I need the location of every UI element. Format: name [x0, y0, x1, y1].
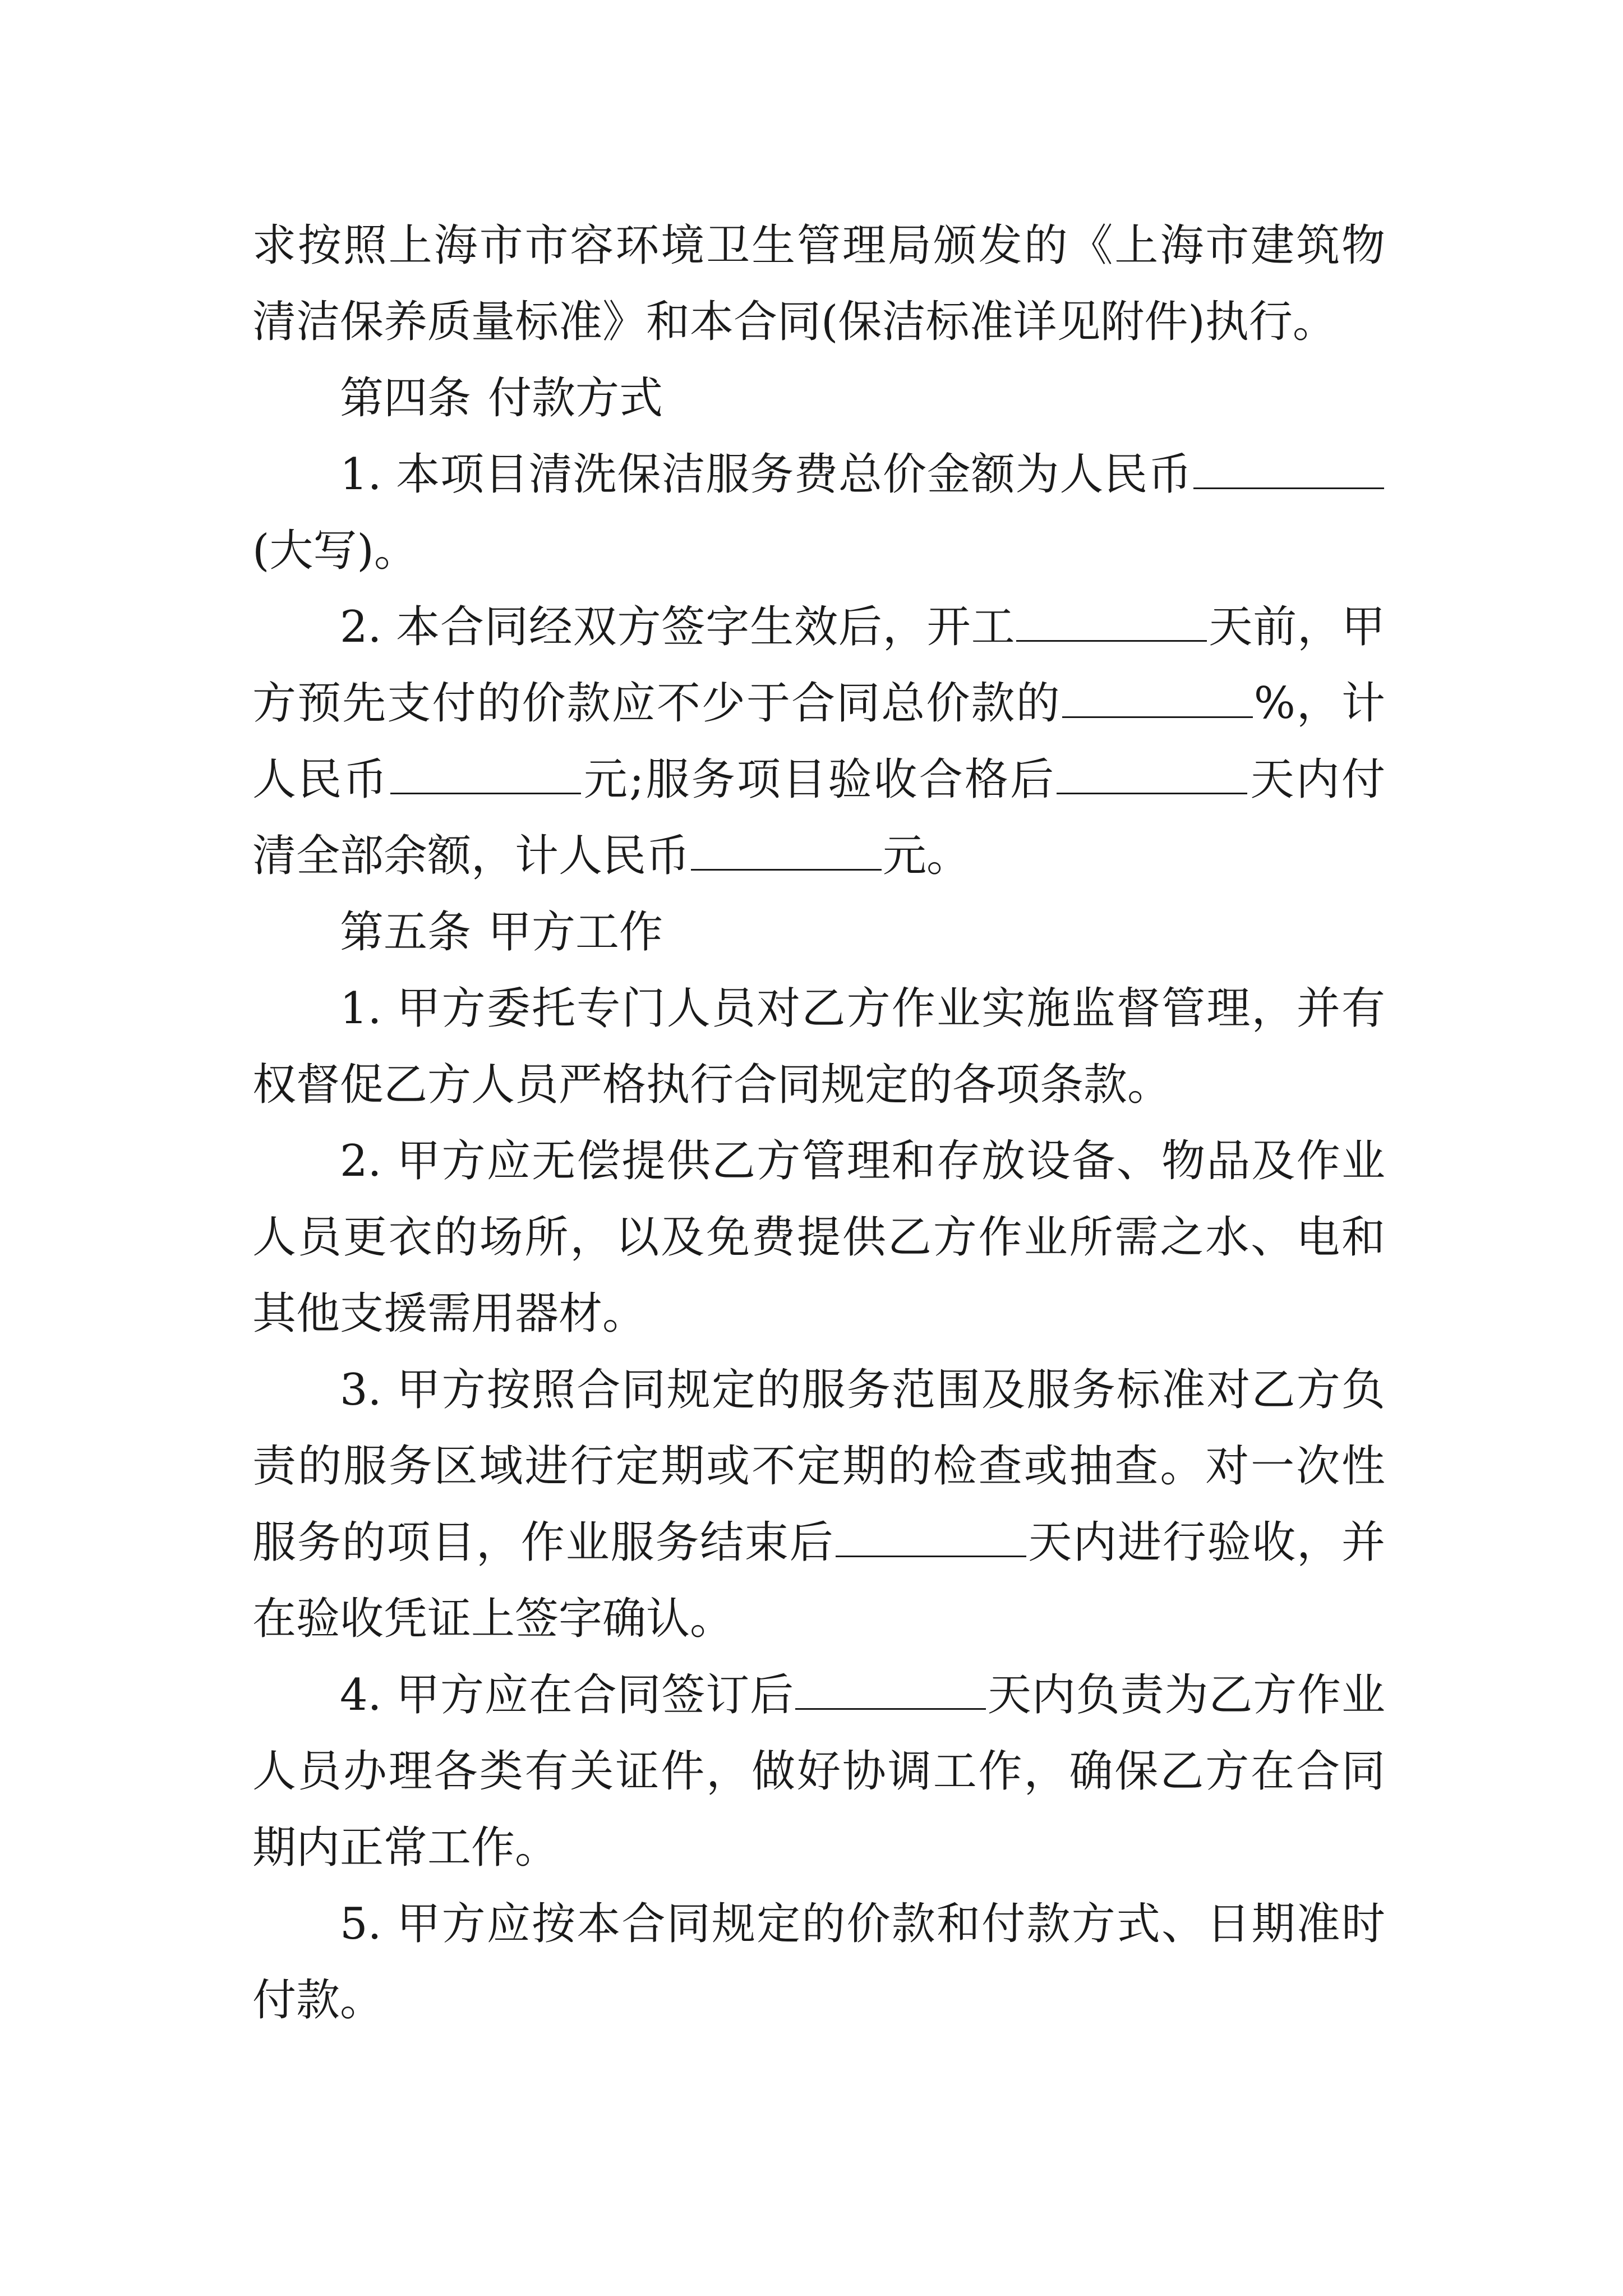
- article-4-heading: [252, 360, 1385, 436]
- article-4-item-2-text-e: 天内付清全部余额，计人民币: [252, 754, 1385, 881]
- fill-blank-permit-days: [795, 1706, 986, 1710]
- fill-blank-total-amount: [1193, 485, 1384, 489]
- article-5-heading: [252, 894, 1385, 970]
- article-5-item-5-text: 5. 甲方应按本合同规定的价款和付款方式、日期准时付款。: [252, 1899, 1385, 2026]
- article-4-number: 第四条: [340, 373, 472, 424]
- article-5-item-3: [252, 1352, 1385, 1657]
- article-5-title: 甲方工作: [488, 907, 663, 958]
- fill-blank-percent: [1062, 714, 1253, 718]
- article-5-number: 第五条: [340, 907, 472, 958]
- paragraph-intro: [252, 208, 1385, 360]
- article-4-item-1-text-b: (大写)。: [252, 526, 418, 576]
- document-page: [252, 208, 1385, 2039]
- fill-blank-acceptance-days: [836, 1553, 1026, 1557]
- article-4-item-2: [252, 589, 1385, 894]
- article-5-item-4: [252, 1657, 1385, 1886]
- article-5-item-1-text: 1. 甲方委托专门人员对乙方作业实施监督管理，并有权督促乙方人员严格执行合同规定的各项条款。: [252, 983, 1385, 1110]
- article-4-item-1-text-a: 1. 本项目清洗保洁服务费总价金额为人民币: [340, 449, 1192, 500]
- article-5-item-5: [252, 1886, 1385, 2039]
- fill-blank-payoff-days: [1057, 790, 1247, 794]
- article-4-item-2-text-d: 元;服务项目验收合格后: [582, 754, 1056, 805]
- article-4-item-2-text-a: 2. 本合同经双方签字生效后，开工: [340, 602, 1016, 652]
- fill-blank-prepay-amount: [390, 790, 581, 794]
- article-5-item-2-text: 2. 甲方应无偿提供乙方管理和存放设备、物品及作业人员更衣的场所，以及免费提供乙方作业所需之水、电和其他支援需用器材。: [252, 1136, 1385, 1339]
- article-5-item-4-text-b: 天内负责为乙方作业人员办理各类有关证件，做好协调工作，确保乙方在合同期内正常工作。: [252, 1670, 1385, 1873]
- article-5-item-1: [252, 970, 1385, 1123]
- article-5-item-3-text-a: 3. 甲方按照合同规定的服务范围及服务标准对乙方负责的服务区域进行定期或不定期的检查或抽查。对一次性服务的项目，作业服务结束后: [252, 1365, 1385, 1568]
- fill-blank-balance-amount: [691, 867, 882, 871]
- intro-text: 求按照上海市市容环境卫生管理局颁发的《上海市建筑物清洁保养质量标准》和本合同(保洁标准详见附件)执行。: [252, 220, 1385, 347]
- fill-blank-start-days: [1016, 638, 1207, 642]
- article-5-item-4-text-a: 4. 甲方应在合同签订后: [340, 1670, 795, 1720]
- article-4-item-2-text-b: 天前，甲方预先支付的价款应不少于合同总价款的: [252, 602, 1385, 729]
- article-5-item-2: [252, 1123, 1385, 1352]
- article-5-item-3-text-b: 天内进行验收，并在验收凭证上签字确认。: [252, 1517, 1385, 1644]
- article-4-item-2-text-f: 元。: [883, 831, 971, 881]
- article-4-item-1: [252, 436, 1385, 589]
- article-4-title: 付款方式: [488, 373, 663, 424]
- article-4-item-2-text-c: %，计人民币: [252, 678, 1385, 805]
